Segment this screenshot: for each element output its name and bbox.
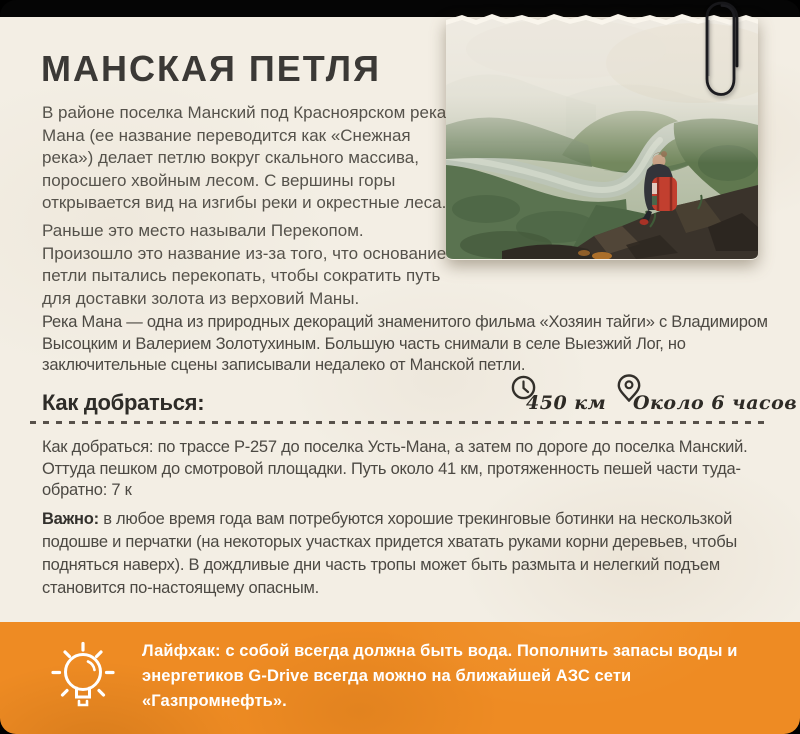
intro-paragraph-2: Раньше это место называли Перекопом. Произошло это название из-за того, что основание петли пытались перекопать, чтобы сократить путь для доставки золота из верховий Маны.	[42, 221, 447, 308]
route-heading: Как добраться:	[42, 390, 205, 415]
paperclip-icon	[698, 0, 744, 99]
important-paragraph	[42, 508, 768, 600]
important-text: в любое время года вам потребуются хорошие трекинговые ботинки на нескользкой подошве и перчатки (на некоторых участках придется хватать руками корни деревьев, чтобы подняться наверх). В дождливые дни часть тропы может быть размыта и нелегкий подъем становится по-настоящему опасным.	[42, 510, 738, 597]
movie-paragraph: Река Мана — одна из природных декораций знаменитого фильма «Хозяин тайги» с Владимиром Высоцким и Валерием Золотухиным. Большую часть снимали в селе Выезжий Лог, но заключительные сцены записывали недалеко от Манской петли.	[42, 313, 768, 374]
page-title: МАНСКАЯ ПЕТЛЯ	[41, 48, 381, 89]
lightbulb-icon	[46, 639, 120, 713]
tip-text: Лайфхак: с собой всегда должна быть вода. Пополнить запасы воды и энергетиков G-Drive всегда можно на ближайшей АЗС сети «Газпромнефть».	[142, 641, 738, 710]
directions-paragraph: Как добраться: по трассе Р-257 до поселка Усть-Мана, а затем по дороге до поселка Манский. Оттуда пешком до смотровой площадки. Путь около 41 км, протяженность пешей части туда-обратно: 7 к	[42, 438, 748, 499]
distance-value: 450 км	[526, 392, 607, 414]
duration-value: Около 6 часов	[633, 392, 798, 414]
dotted-divider	[30, 421, 770, 424]
important-label: Важно:	[42, 510, 99, 528]
intro-paragraph-1: В районе поселка Манский под Красноярском река Мана (ее название переводится как «Снежная река») делает петлю вокруг скального массива, поросшего хвойным лесом. С вершины горы открывается вид на изгибы реки и окрестные леса.	[42, 103, 447, 212]
tip-footer	[0, 622, 800, 734]
